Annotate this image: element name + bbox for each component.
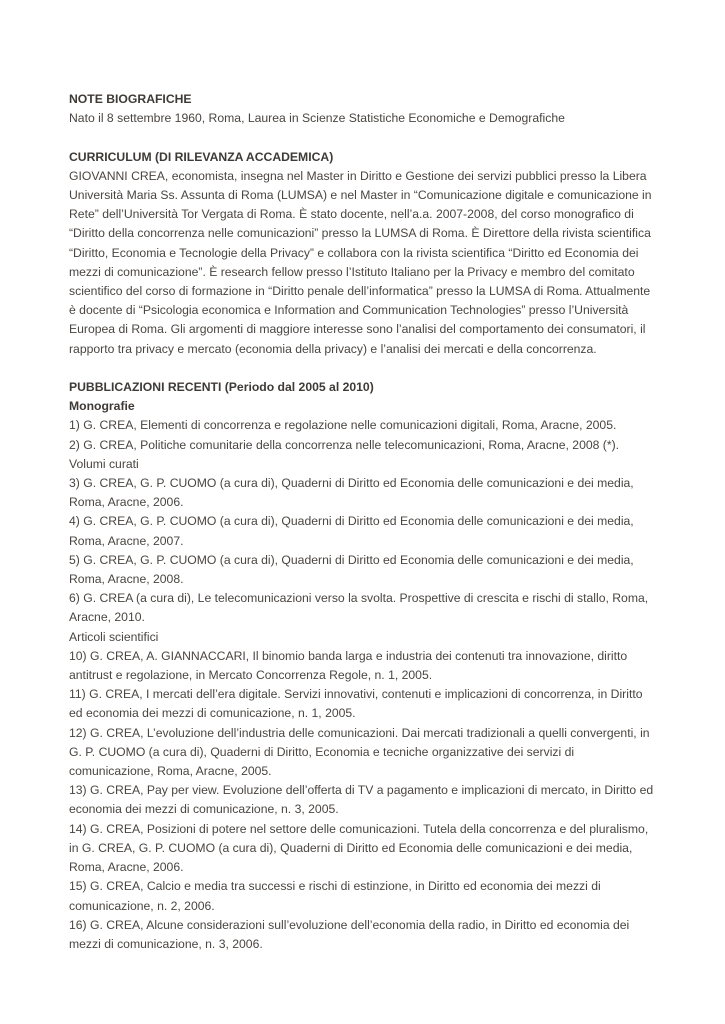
- publication-line: 2) G. CREA, Politiche comunitarie della concorrenza nelle telecomunicazioni, Roma, Aracne, 2008 (*).: [69, 437, 620, 452]
- publication-line: 6) G. CREA (a cura di), Le telecomunicazioni verso la svolta. Prospettive di crescita e rischi di stallo, Roma,: [69, 591, 649, 606]
- curriculum-line: GIOVANNI CREA, economista, insegna nel Master in Diritto e Gestione dei servizi pubblici presso la Libera: [69, 168, 647, 183]
- publication-line: 11) G. CREA, I mercati dell’era digitale. Servizi innovativi, contenuti e implicazioni di concorrenza, in Diritto: [69, 687, 643, 702]
- publication-line: Aracne, 2010.: [69, 610, 145, 625]
- document-page: [69, 90, 669, 954]
- publication-line: 5) G. CREA, G. P. CUOMO (a cura di), Quaderni di Diritto ed Economia delle comunicazioni e dei media,: [69, 552, 634, 567]
- publication-line: Roma, Aracne, 2008.: [69, 572, 184, 587]
- curriculum-line: rapporto tra privacy e mercato (economia della privacy) e l’analisi dei mercati e della concorrenza.: [69, 341, 597, 356]
- publications-heading: PUBBLICAZIONI RECENTI (Periodo dal 2005 al 2010): [69, 380, 374, 395]
- articoli-heading: Articoli scientifici: [69, 629, 159, 644]
- curriculum-line: mezzi di comunicazione”. È research fellow presso l’Istituto Italiano per la Privacy e membro del comitato: [69, 264, 635, 279]
- publication-line: G. P. CUOMO (a cura di), Quaderni di Diritto, Economia e tecniche organizzative dei servizi di: [69, 744, 575, 759]
- publication-line: 12) G. CREA, L’evoluzione dell’industria delle comunicazioni. Dai mercati tradizionali a quelli convergenti, in: [69, 725, 650, 740]
- publication-line: 16) G. CREA, Alcune considerazioni sull’evoluzione dell’economia della radio, in Diritto ed economia dei: [69, 917, 630, 932]
- publication-line: in G. CREA, G. P. CUOMO (a cura di), Quaderni di Diritto ed Economia delle comunicazioni e dei media,: [69, 840, 633, 855]
- publication-line: 13) G. CREA, Pay per view. Evoluzione dell’offerta di TV a pagamento e implicazioni di mercato, in Diritto ed: [69, 783, 654, 798]
- curriculum-line: Rete” dell’Università Tor Vergata di Roma. È stato docente, nell’a.a. 2007-2008, del corso monografico di: [69, 207, 634, 222]
- monografie-heading: Monografie: [69, 399, 135, 414]
- publication-line: antitrust e regolazione, in Mercato Concorrenza Regole, n. 1, 2005.: [69, 668, 433, 683]
- publication-line: comunicazione, Roma, Aracne, 2005.: [69, 764, 272, 779]
- curriculum-line: “Diritto della concorrenza nelle comunicazioni” presso la LUMSA di Roma. È Direttore della rivista scientifica: [69, 226, 651, 241]
- publication-line: Roma, Aracne, 2007.: [69, 533, 184, 548]
- publication-line: 4) G. CREA, G. P. CUOMO (a cura di), Quaderni di Diritto ed Economia delle comunicazioni e dei media,: [69, 514, 634, 529]
- publication-line: Roma, Aracne, 2006.: [69, 860, 184, 875]
- curriculum-line: è docente di “Psicologia economica e Information and Communication Technologies” presso l’Università: [69, 303, 629, 318]
- publication-line: 3) G. CREA, G. P. CUOMO (a cura di), Quaderni di Diritto ed Economia delle comunicazioni e dei media,: [69, 476, 634, 491]
- curriculum-heading: CURRICULUM (DI RILEVANZA ACCADEMICA): [69, 149, 334, 164]
- publication-line: 1) G. CREA, Elementi di concorrenza e regolazione nelle comunicazioni digitali, Roma, Aracne, 2005.: [69, 418, 617, 433]
- bio-text: Nato il 8 settembre 1960, Roma, Laurea in Scienze Statistiche Economiche e Demografiche: [69, 111, 565, 126]
- publication-line: 10) G. CREA, A. GIANNACCARI, Il binomio banda larga e industria dei contenuti tra innovazione, diritto: [69, 648, 628, 663]
- bio-heading: NOTE BIOGRAFICHE: [69, 92, 192, 106]
- publication-line: 15) G. CREA, Calcio e media tra successi e rischi di estinzione, in Diritto ed economia dei mezzi di: [69, 879, 601, 894]
- spacer: [69, 128, 669, 147]
- curriculum-line: scientifico del corso di formazione in “Diritto penale dell’informatica” presso la LUMSA di Roma. Attualmente: [69, 284, 651, 299]
- publication-line: ed economia dei mezzi di comunicazione, n. 1, 2005.: [69, 706, 356, 721]
- publication-line: 14) G. CREA, Posizioni di potere nel settore delle comunicazioni. Tutela della concorrenza e del pluralismo,: [69, 821, 649, 836]
- publication-line: mezzi di comunicazione, n. 3, 2006.: [69, 936, 263, 951]
- publication-line: comunicazione, n. 2, 2006.: [69, 898, 215, 913]
- publication-line: Roma, Aracne, 2006.: [69, 495, 184, 510]
- curriculum-line: “Diritto, Economia e Tecnologie della Privacy” e collabora con la rivista scientifica “Diritto ed Economia dei: [69, 245, 639, 260]
- publication-line: economia dei mezzi di comunicazione, n. 3, 2005.: [69, 802, 339, 817]
- spacer: [69, 359, 669, 378]
- curriculum-body: [69, 167, 669, 359]
- curriculum-line: Università Maria Ss. Assunta di Roma (LUMSA) e nel Master in “Comunicazione digitale e comunicazione in: [69, 188, 652, 202]
- volumi-heading: Volumi curati: [69, 456, 139, 471]
- curriculum-line: Europea di Roma. Gli argomenti di maggiore interesse sono l’analisi del comportamento dei consumatori, il: [69, 322, 646, 337]
